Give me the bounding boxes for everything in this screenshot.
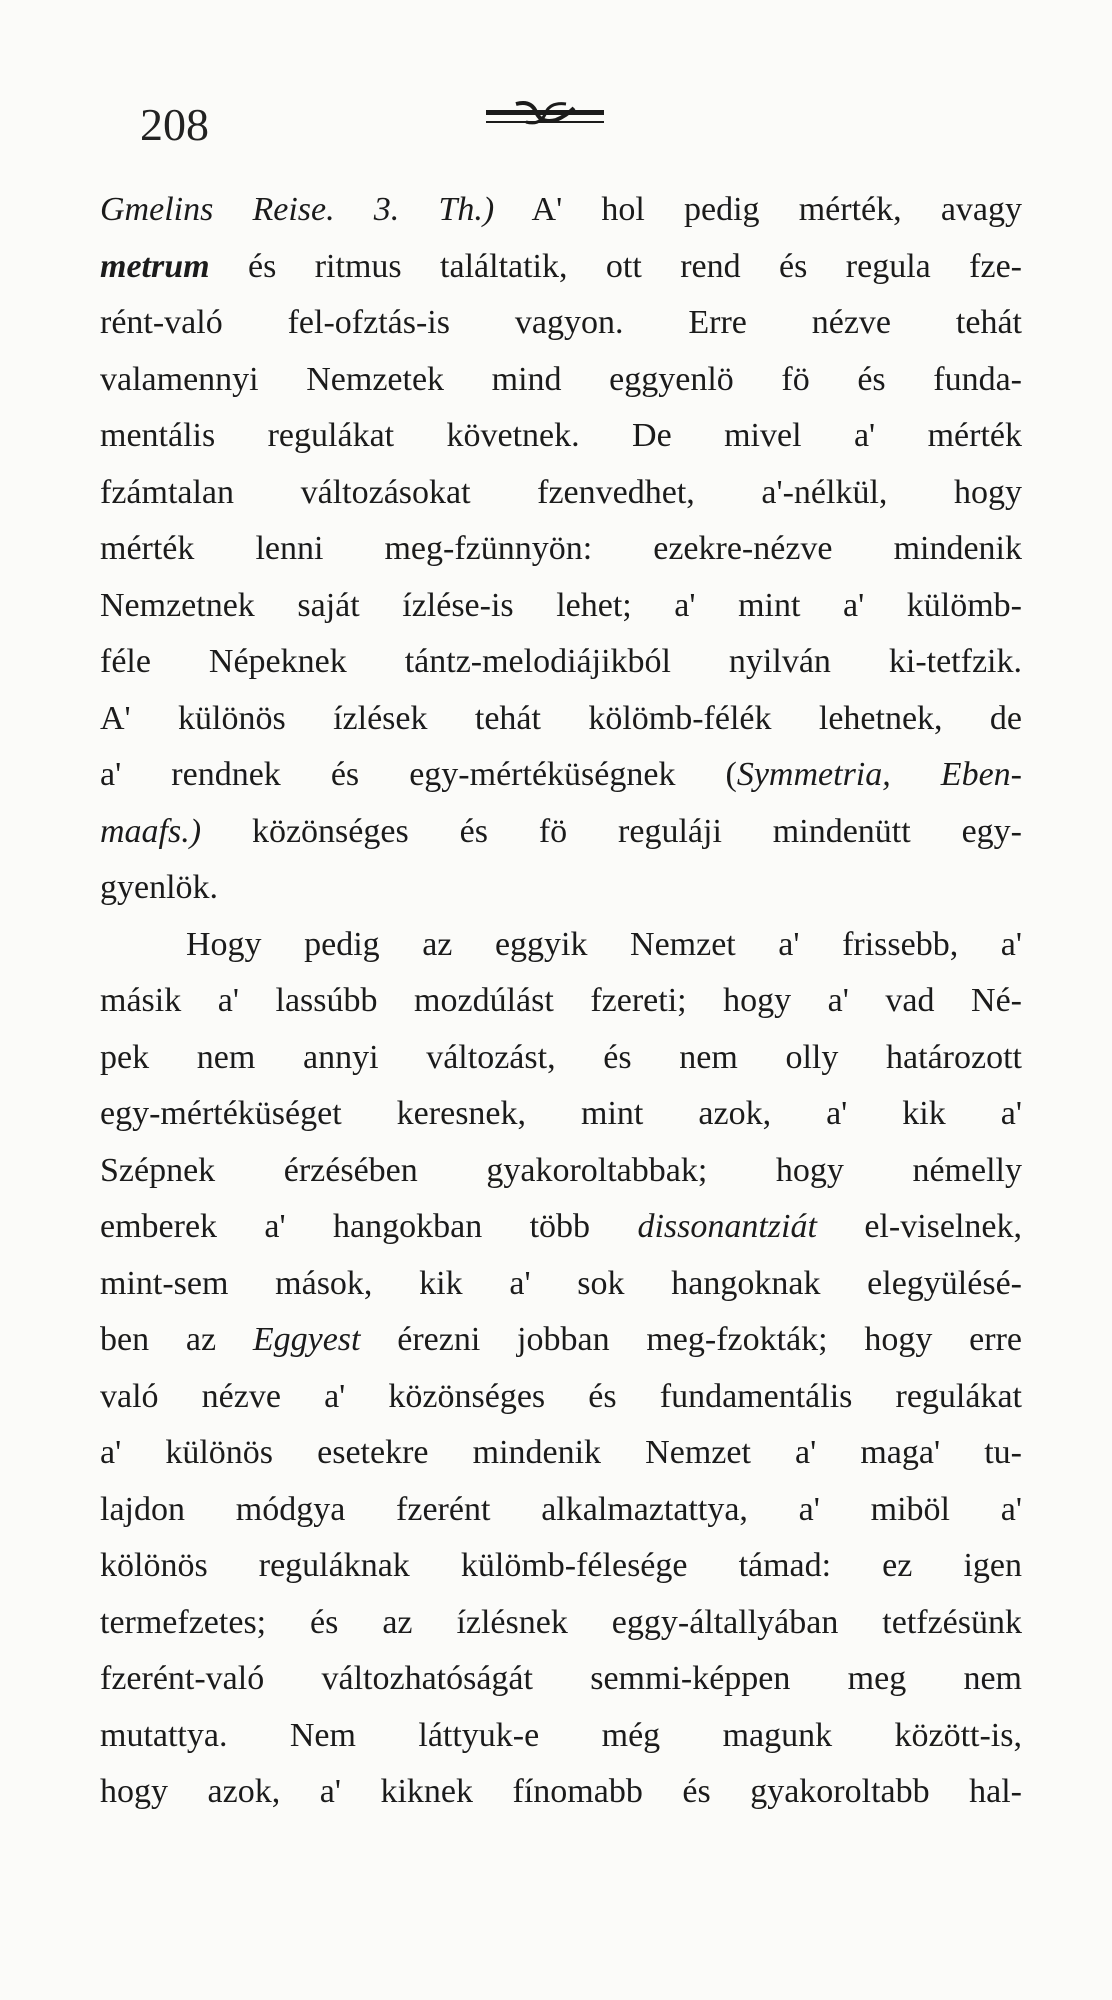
page-number: 208 [140,99,209,150]
text-line: másik a' lassúbb mozdúlást fzereti; hogy a' vad Né- [100,982,1022,1019]
text-line: emberek a' hangokban több dissonantziát el-viselnek, [100,1208,1022,1245]
text-line: féle Népeknek tántz-melodiájikból nyilván ki-tetfzik. [100,643,1022,680]
text-line: lajdon módgya fzerént alkalmaztattya, a' miböl a' [100,1490,1022,1528]
text-line: rént-való fel-ofztás-is vagyon. Erre nézve tehát [100,304,1022,341]
text-line: ben az Eggyest érezni jobban meg-fzokták; hogy erre [100,1321,1022,1358]
text-line: hogy azok, a' kiknek fínomabb és gyakoroltabb hal- [100,1773,1022,1810]
term-eggyest: Eggyest [252,1321,361,1358]
text-line: maafs.) közönséges és fö reguláji mindenütt egy- [100,812,1022,850]
text-line: fzámtalan változásokat fzenvedhet, a'-nélkül, hogy [100,473,1022,511]
decorative-header-ornament-icon [486,100,604,126]
text-line: a' különös esetekre mindenik Nemzet a' maga' tu- [100,1434,1022,1471]
text-line: termefzetes; és az ízlésnek eggy-általlyában tetfzésünk [100,1603,1022,1641]
text-line: mérték lenni meg-fzünnyön: ezekre-nézve mindenik [100,530,1022,567]
term-dissonantzia: dissonantziát [637,1208,817,1245]
text-line: kölönös reguláknak külömb-félesége támad: ez igen [100,1547,1022,1584]
text-line: valamennyi Nemzetek mind eggyenlö fö és funda- [100,360,1022,398]
text-line: Szépnek érzésében gyakoroltabbak; hogy némelly [100,1151,1022,1189]
text-line: Nemzetnek saját ízlése-is lehet; a' mint a' külömb- [100,586,1022,624]
text-line: való nézve a' közönséges és fundamentális regulákat [100,1377,1022,1415]
text-line: egy-mértéküséget keresnek, mint azok, a' kik a' [100,1095,1022,1132]
text-line: Gmelins Reise. 3. Th.) A' hol pedig mérték, avagy [100,191,1022,228]
text-line: a' rendnek és egy-mértéküségnek (Symmetria, Eben- [100,756,1022,793]
page-body-text [100,182,1022,1821]
text-line: A' különös ízlések tehát kölömb-félék lehetnek, de [100,699,1022,737]
text-line: metrum és ritmus találtatik, ott rend és regula fze- [100,247,1022,285]
text-line: fzerént-való változhatóságát semmi-képpen meg nem [100,1660,1022,1697]
citation-text: Gmelins Reise. 3. Th.) [100,191,495,228]
term-metrum: metrum [100,247,210,285]
text-line: pek nem annyi változást, és nem olly határozott [100,1038,1022,1076]
text-line: mutattya. Nem láttyuk-e még magunk között-is, [100,1716,1022,1754]
text-line: Hogy pedig az eggyik Nemzet a' frissebb, a' [186,925,1022,963]
term-symmetria: Symmetria, Eben- [736,756,1022,793]
term-ebenmaass: maafs.) [100,812,202,850]
text-line: mentális regulákat követnek. De mivel a' mérték [100,417,1022,454]
text-line: mint-sem mások, kik a' sok hangoknak elegyülésé- [100,1264,1022,1302]
text-line: gyenlök. [100,869,219,906]
